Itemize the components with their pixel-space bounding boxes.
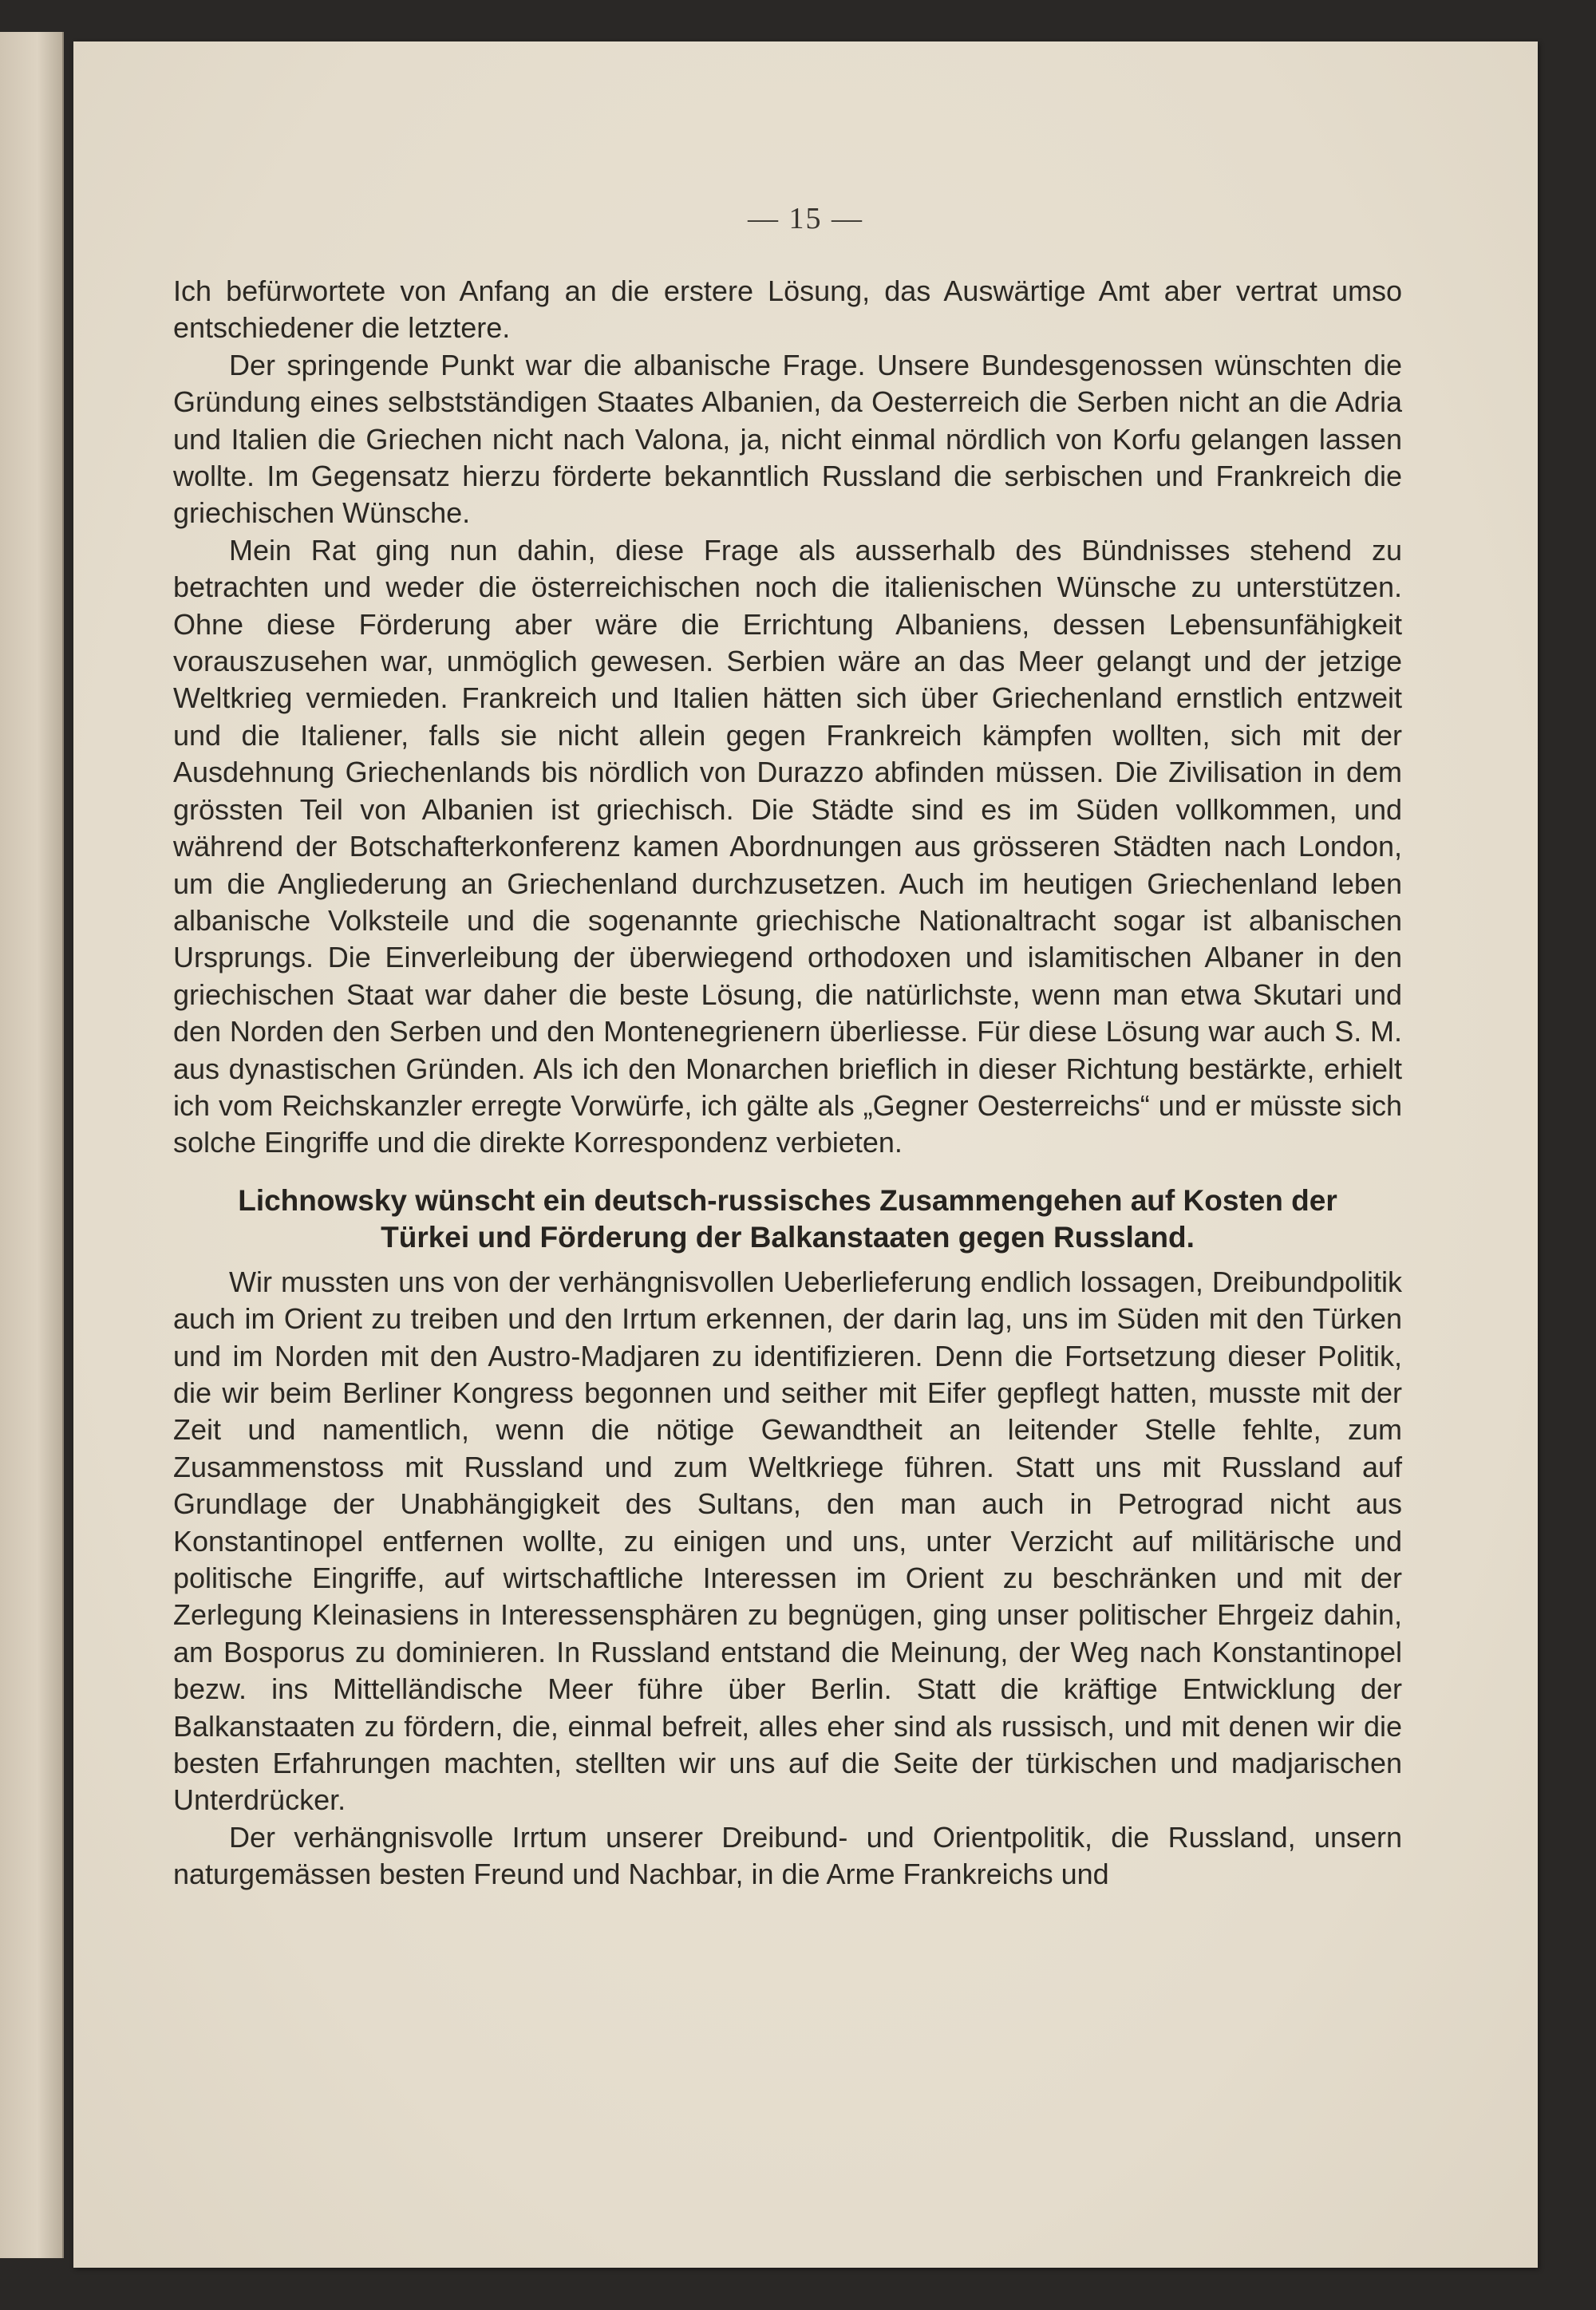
left-page-edge [0,32,64,2258]
body-text [173,273,1402,1893]
paragraph-5: Der verhängnisvolle Irrtum unserer Dreibund- und Orientpolitik, die Russland, unsern naturgemässen besten Freund und Nachbar, in die Arme Frankreichs und [173,1820,1402,1891]
page-number: — 15 — [748,202,863,235]
paragraph-2: Der springende Punkt war die albanische Frage. Unsere Bundesgenossen wünschten die Gründung eines selbstständigen Staates Albanien, da Oesterreich die Serben nicht an die Adria und Italien die Griechen nicht nach Valona, ja, nicht einmal nördlich von Korfu gelangen lassen wollte. Im Gegensatz hierzu förderte bekanntlich Russland die serbischen und Frankreich die griechischen Wünsche. [173,348,1402,530]
paragraph-1: Ich befürwortete von Anfang an die erstere Lösung, das Auswärtige Amt aber vertrat umso entschiedener die letztere. [173,274,1402,345]
book-page [73,41,1538,2268]
paragraph-3: Mein Rat ging nun dahin, diese Frage als ausserhalb des Bündnisses stehend zu betrachten und weder die österreichischen noch die italienischen Wünsche zu unterstützen. Ohne diese Förderung aber wäre die Errichtung Albaniens, dessen Lebensunfähigkeit vorauszusehen war, unmöglich gewesen. Serbien wäre an das Meer gelangt und der jetzige Weltkrieg vermieden. Frankreich und Italien hätten sich über Griechenland ernstlich entzweit und die Italiener, falls sie nicht allein gegen Frankreich kämpfen wollten, sich mit der Ausdehnung Griechenlands bis nördlich von Durazzo abfinden müssen. Die Zivilisation in dem grössten Teil von Albanien ist griechisch. Die Städte sind es im Süden vollkommen, und während der Botschafterkonferenz kamen Abordnungen aus grösseren Städten nach London, um die Angliederung an Griechenland durchzusetzen. Auch im heutigen Griechenland leben albanische Volksteile und die sogenannte griechische Nationaltracht sogar ist albanischen Ursprungs. Die Einverleibung der überwiegend orthodoxen und islamitischen Albaner in den griechischen Staat war daher die beste Lösung, die natürlichste, wenn man etwa Skutari und den Norden den Serben und den Montenegrienern überliesse. Für diese Lösung war auch S. M. aus dynastischen Gründen. Als ich den Monarchen brieflich in dieser Richtung bestärkte, erhielt ich vom Reichskanzler erregte Vorwürfe, ich gälte als „Gegner Oesterreichs“ und er müsste sich solche Eingriffe und die direkte Korrespondenz verbieten. [173,533,1402,1159]
paragraph-4: Wir mussten uns von der verhängnisvollen Ueberlieferung endlich lossagen, Dreibundpolitik auch im Orient zu treiben und den Irrtum erkennen, der darin lag, uns im Süden mit den Türken und im Norden mit den Austro-Madjaren zu identifizieren. Denn die Fortsetzung dieser Politik, die wir beim Berliner Kongress begonnen und seither mit Eifer gepflegt hatten, musste mit der Zeit und namentlich, wenn die nötige Gewandtheit an leitender Stelle fehlte, zum Zusammenstoss mit Russland und zum Weltkriege führen. Statt uns mit Russland auf Grundlage der Unabhängigkeit des Sultans, den man auch in Petrograd nicht aus Konstantinopel entfernen wollte, zu einigen und uns, unter Verzicht auf militärische und politische Eingriffe, auf wirtschaftliche Interessen im Orient zu beschränken und mit der Zerlegung Kleinasiens in Interessensphären zu begnügen, ging unser politischer Ehrgeiz dahin, am Bosporus zu dominieren. In Russland entstand die Meinung, der Weg nach Konstantinopel bezw. ins Mittelländische Meer führe über Berlin. Statt die kräftige Entwicklung der Balkanstaaten zu fördern, die, einmal befreit, alles eher sind als russisch, und mit denen wir die besten Erfahrungen machten, stellten wir uns auf die Seite der türkischen und madjarischen Unterdrücker. [173,1265,1402,1817]
section-heading: Lichnowsky wünscht ein deutsch-russisches Zusammengehen auf Kosten der Türkei und Förderung der Balkanstaaten gegen Russland. [238,1183,1337,1254]
